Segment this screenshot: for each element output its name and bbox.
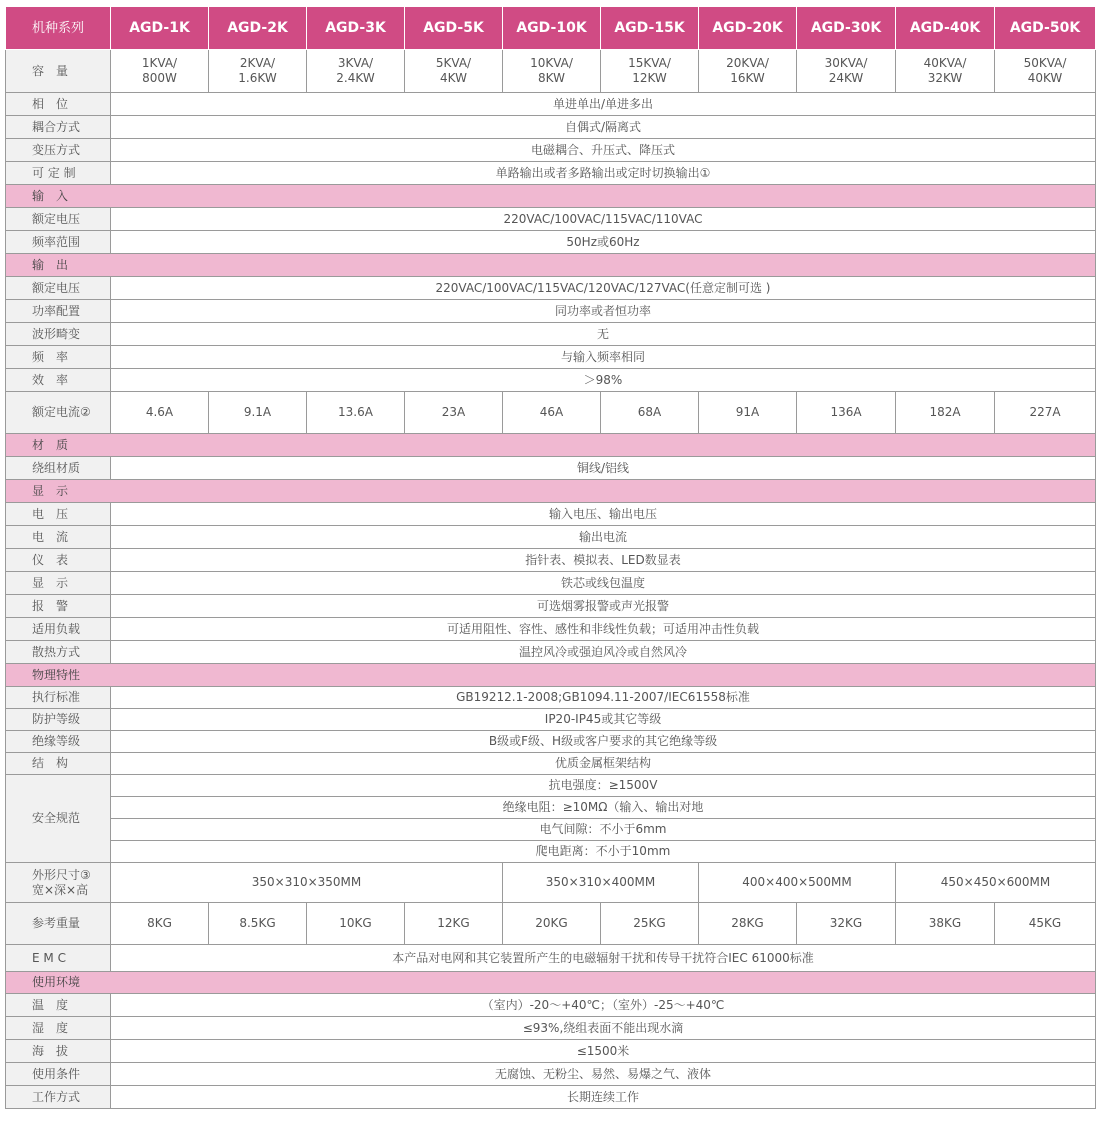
weight-cell: 12KG: [405, 903, 503, 945]
row-value: 指针表、模拟表、LED数显表: [111, 549, 1096, 572]
row-label: 变压方式: [6, 139, 111, 162]
safety-item: 爬电距离：不小于10mm: [111, 841, 1096, 863]
capacity-label: 容 量: [6, 50, 111, 93]
row-value: 铁芯或线包温度: [111, 572, 1096, 595]
capacity-kva: 1KVA/: [141, 56, 178, 70]
row-label: 安全规范: [6, 775, 111, 863]
row-value: 无腐蚀、无粉尘、易然、易爆之气、液体: [111, 1063, 1096, 1086]
row-value: 长期连续工作: [111, 1086, 1096, 1109]
row-value: 220VAC/100VAC/115VAC/110VAC: [111, 208, 1096, 231]
row-value: 自偶式/隔离式: [111, 116, 1096, 139]
spec-row-rated-current: [6, 392, 1096, 434]
spec-row-power-config: [6, 300, 1096, 323]
capacity-cell: [405, 50, 503, 93]
current-cell: 68A: [601, 392, 699, 434]
weight-cell: 32KG: [797, 903, 896, 945]
row-label: 适用负载: [6, 618, 111, 641]
row-label: 湿 度: [6, 1017, 111, 1040]
model-header: AGD-1K: [111, 7, 209, 50]
row-label: 电 压: [6, 503, 111, 526]
weight-cell: 8.5KG: [209, 903, 307, 945]
capacity-cell: [209, 50, 307, 93]
spec-row-distortion: [6, 323, 1096, 346]
capacity-cell: [111, 50, 209, 93]
row-label: 频率范围: [6, 231, 111, 254]
capacity-cell: [699, 50, 797, 93]
weight-cell: 8KG: [111, 903, 209, 945]
section-physical: [6, 664, 1096, 687]
spec-row-conditions: [6, 1063, 1096, 1086]
row-value: 温控风冷或强迫风冷或自然风冷: [111, 641, 1096, 664]
row-value: （室内）-20～+40℃；（室外）-25～+40℃: [111, 994, 1096, 1017]
capacity-cell: [896, 50, 995, 93]
capacity-kva: 15KVA/: [628, 56, 671, 70]
capacity-row: [6, 50, 1096, 93]
capacity-kw: 32KW: [927, 71, 963, 85]
spec-row-output-voltage: [6, 277, 1096, 300]
dimension-cell: 450×450×600MM: [896, 863, 1096, 903]
row-label: 波形畸变: [6, 323, 111, 346]
section-title: 输 入: [6, 185, 1096, 208]
row-value: 可适用阻性、容性、感性和非线性负载；可适用冲击性负载: [111, 618, 1096, 641]
row-label: 仪 表: [6, 549, 111, 572]
row-value: 无: [111, 323, 1096, 346]
current-cell: 23A: [405, 392, 503, 434]
capacity-kw: 24KW: [828, 71, 864, 85]
section-title: 材 质: [6, 434, 1096, 457]
row-value: 铜线/铝线: [111, 457, 1096, 480]
capacity-kva: 3KVA/: [337, 56, 374, 70]
row-value: IP20-IP45或其它等级: [111, 709, 1096, 731]
row-value: 单进单出/单进多出: [111, 93, 1096, 116]
row-label: 工作方式: [6, 1086, 111, 1109]
row-value: 50Hz或60Hz: [111, 231, 1096, 254]
capacity-kw: 40KW: [1027, 71, 1063, 85]
row-value: ≤93%,绕组表面不能出现水滴: [111, 1017, 1096, 1040]
model-header: AGD-5K: [405, 7, 503, 50]
weight-cell: 28KG: [699, 903, 797, 945]
current-cell: 9.1A: [209, 392, 307, 434]
capacity-kva: 30KVA/: [824, 56, 868, 70]
row-label: 绕组材质: [6, 457, 111, 480]
capacity-cell: [307, 50, 405, 93]
model-header: AGD-15K: [601, 7, 699, 50]
safety-item: 电气间隙：不小于6mm: [111, 819, 1096, 841]
model-header: AGD-50K: [995, 7, 1096, 50]
spec-row-safety: [6, 819, 1096, 841]
spec-row-efficiency: [6, 369, 1096, 392]
weight-cell: 25KG: [601, 903, 699, 945]
row-label: 防护等级: [6, 709, 111, 731]
spec-row-load: [6, 618, 1096, 641]
model-header: AGD-2K: [209, 7, 307, 50]
row-label: 相 位: [6, 93, 111, 116]
weight-cell: 38KG: [896, 903, 995, 945]
row-label: 执行标准: [6, 687, 111, 709]
capacity-kva: 10KVA/: [530, 56, 573, 70]
current-cell: 13.6A: [307, 392, 405, 434]
capacity-cell: [601, 50, 699, 93]
safety-item: 绝缘电阻：≥10MΩ（输入、输出对地: [111, 797, 1096, 819]
model-header: AGD-40K: [896, 7, 995, 50]
row-label: E M C: [6, 945, 111, 972]
section-title: 输 出: [6, 254, 1096, 277]
capacity-kw: 800W: [142, 71, 177, 85]
row-label: [6, 863, 111, 903]
row-label: 温 度: [6, 994, 111, 1017]
current-cell: 91A: [699, 392, 797, 434]
spec-row-display-current: [6, 526, 1096, 549]
spec-row-output-frequency: [6, 346, 1096, 369]
spec-row-dimensions: [6, 863, 1096, 903]
series-label: 机种系列: [6, 7, 111, 50]
row-value: 输出电流: [111, 526, 1096, 549]
spec-row-humidity: [6, 1017, 1096, 1040]
spec-row-display-voltage: [6, 503, 1096, 526]
spec-row-safety: [6, 775, 1096, 797]
row-label: 额定电流②: [6, 392, 111, 434]
spec-row-frequency-range: [6, 231, 1096, 254]
row-label: 使用条件: [6, 1063, 111, 1086]
row-label: 电 流: [6, 526, 111, 549]
capacity-kva: 5KVA/: [435, 56, 472, 70]
capacity-kva: 40KVA/: [923, 56, 967, 70]
capacity-kw: 1.6KW: [238, 71, 277, 85]
row-value: 同功率或者恒功率: [111, 300, 1096, 323]
spec-row-operation: [6, 1086, 1096, 1109]
capacity-kw: 2.4KW: [336, 71, 375, 85]
row-label: 报 警: [6, 595, 111, 618]
row-value: B级或F级、H级或客户要求的其它绝缘等级: [111, 731, 1096, 753]
spec-row-insulation-class: [6, 731, 1096, 753]
spec-row-safety: [6, 797, 1096, 819]
row-value: 优质金属框架结构: [111, 753, 1096, 775]
row-label: 额定电压: [6, 208, 111, 231]
current-cell: 182A: [896, 392, 995, 434]
spec-row-altitude: [6, 1040, 1096, 1063]
current-cell: 4.6A: [111, 392, 209, 434]
section-output: [6, 254, 1096, 277]
row-value: 220VAC/100VAC/115VAC/120VAC/127VAC(任意定制可选 ): [111, 277, 1096, 300]
current-cell: 46A: [503, 392, 601, 434]
spec-row-emc: [6, 945, 1096, 972]
current-cell: 136A: [797, 392, 896, 434]
row-label: 效 率: [6, 369, 111, 392]
capacity-kva: 20KVA/: [726, 56, 769, 70]
capacity-kw: 12KW: [632, 71, 667, 85]
spec-row-input-voltage: [6, 208, 1096, 231]
row-label: 海 拔: [6, 1040, 111, 1063]
row-value: ＞98%: [111, 369, 1096, 392]
row-label: 额定电压: [6, 277, 111, 300]
row-value: 输入电压、输出电压: [111, 503, 1096, 526]
weight-cell: 20KG: [503, 903, 601, 945]
row-label: 结 构: [6, 753, 111, 775]
model-header: AGD-10K: [503, 7, 601, 50]
capacity-kva: 2KVA/: [239, 56, 276, 70]
weight-cell: 45KG: [995, 903, 1096, 945]
dimension-label-line2: 宽×深×高: [32, 882, 89, 897]
row-label: 耦合方式: [6, 116, 111, 139]
spec-row-customizable: [6, 162, 1096, 185]
dimension-cell: 400×400×500MM: [699, 863, 896, 903]
section-display: [6, 480, 1096, 503]
spec-row-standard: [6, 687, 1096, 709]
row-label: 显 示: [6, 572, 111, 595]
safety-item: 抗电强度：≥1500V: [111, 775, 1096, 797]
model-header: AGD-30K: [797, 7, 896, 50]
capacity-kw: 16KW: [730, 71, 765, 85]
spec-row-meter: [6, 549, 1096, 572]
row-value: 电磁耦合、升压式、降压式: [111, 139, 1096, 162]
section-input: [6, 185, 1096, 208]
spec-row-alarm: [6, 595, 1096, 618]
spec-row-cooling: [6, 641, 1096, 664]
capacity-cell: [797, 50, 896, 93]
row-value: ≤1500米: [111, 1040, 1096, 1063]
dimension-cell: 350×310×350MM: [111, 863, 503, 903]
spec-row-safety: [6, 841, 1096, 863]
row-label: 参考重量: [6, 903, 111, 945]
spec-row-temperature: [6, 994, 1096, 1017]
model-header: AGD-3K: [307, 7, 405, 50]
spec-row-transform: [6, 139, 1096, 162]
row-label: 可 定 制: [6, 162, 111, 185]
row-label: 散热方式: [6, 641, 111, 664]
section-environment: [6, 972, 1096, 994]
row-value: 单路输出或者多路输出或定时切换输出①: [111, 162, 1096, 185]
capacity-kw: 4KW: [440, 71, 467, 85]
spec-table: [5, 6, 1096, 1109]
capacity-cell: [503, 50, 601, 93]
section-title: 物理特性: [6, 664, 1096, 687]
spec-row-display-temp: [6, 572, 1096, 595]
section-title: 显 示: [6, 480, 1096, 503]
header-row: [6, 7, 1096, 50]
dimension-label-line1: 外形尺寸③: [32, 867, 91, 882]
model-header: AGD-20K: [699, 7, 797, 50]
row-label: 绝缘等级: [6, 731, 111, 753]
weight-cell: 10KG: [307, 903, 405, 945]
row-value: 本产品对电网和其它装置所产生的电磁辐射干扰和传导干扰符合IEC 61000标准: [111, 945, 1096, 972]
spec-row-winding: [6, 457, 1096, 480]
capacity-kva: 50KVA/: [1023, 56, 1067, 70]
row-label: 频 率: [6, 346, 111, 369]
capacity-cell: [995, 50, 1096, 93]
spec-row-weight: [6, 903, 1096, 945]
spec-row-coupling: [6, 116, 1096, 139]
dimension-cell: 350×310×400MM: [503, 863, 699, 903]
section-title: 使用环境: [6, 972, 1096, 994]
row-value: 可选烟雾报警或声光报警: [111, 595, 1096, 618]
row-label: 功率配置: [6, 300, 111, 323]
capacity-kw: 8KW: [538, 71, 565, 85]
section-material: [6, 434, 1096, 457]
row-value: GB19212.1-2008;GB1094.11-2007/IEC61558标准: [111, 687, 1096, 709]
spec-row-structure: [6, 753, 1096, 775]
row-value: 与输入频率相同: [111, 346, 1096, 369]
current-cell: 227A: [995, 392, 1096, 434]
spec-row-phase: [6, 93, 1096, 116]
spec-row-protection: [6, 709, 1096, 731]
